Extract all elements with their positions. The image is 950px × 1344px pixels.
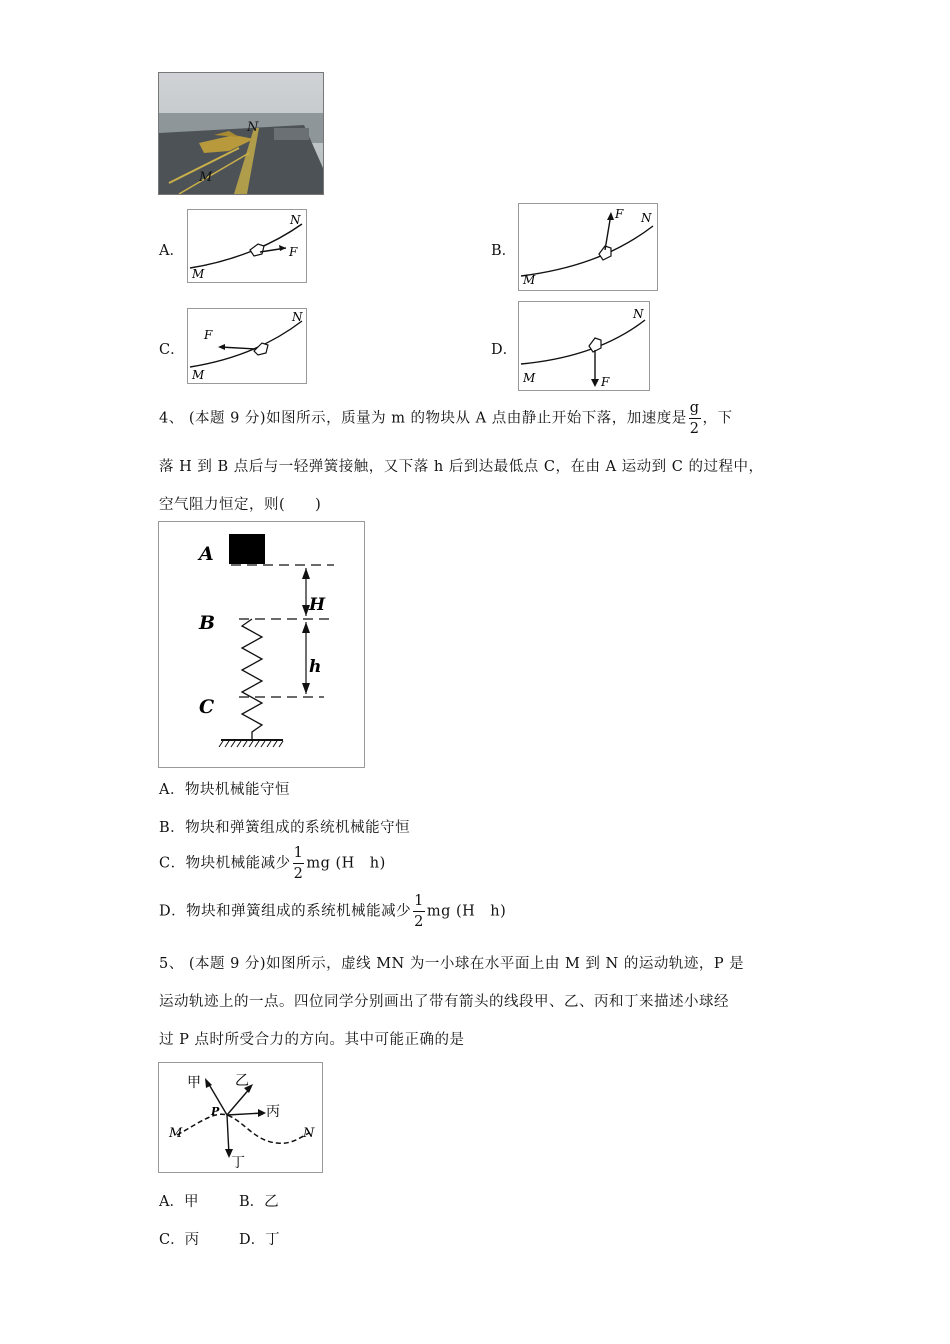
q3c-label-n: N: [292, 310, 303, 324]
q5-option-c[interactable]: C．丙: [159, 1232, 200, 1248]
photo-label-m: M: [199, 170, 213, 185]
q3-option-a-figure: [187, 209, 307, 283]
q3-option-c-letter[interactable]: C．: [159, 342, 185, 358]
q3-option-d-letter[interactable]: D．: [491, 342, 518, 358]
q4-accel-fraction: [689, 401, 701, 436]
q4-option-c-fraction: [293, 846, 305, 881]
fig-label-a: A: [199, 543, 214, 565]
q3d-label-f: F: [601, 375, 610, 389]
q3c-label-f: F: [204, 328, 213, 342]
q4-option-d-frac-den: 2: [414, 913, 424, 930]
aircraft-carrier-photo: [158, 72, 324, 195]
q4-option-d-suffix: mg (H h): [426, 903, 507, 920]
q3b-label-m: M: [523, 273, 536, 287]
q3d-label-m: M: [523, 371, 536, 385]
q3-option-b-figure: [518, 203, 658, 291]
q4-stem-line-1b: ，下: [702, 410, 733, 427]
fig-label-big-h: H: [309, 595, 326, 615]
q3a-label-n: N: [290, 213, 301, 227]
fig-label-small-h: h: [309, 657, 322, 677]
q4-stem-line-2: 落 H 到 B 点后与一轻弹簧接触，又下落 h 后到达最低点 C，在由 A 运动到 C 的过程中，: [159, 459, 764, 475]
traj-label-n: N: [303, 1126, 315, 1141]
q3a-label-m: M: [192, 267, 205, 281]
traj-label-p: P: [211, 1105, 220, 1118]
q4-option-a[interactable]: A．物块机械能守恒: [159, 782, 290, 798]
traj-label-jia: 甲: [187, 1075, 201, 1091]
q4-stem-line-1: [159, 401, 733, 436]
q3-option-a-letter[interactable]: A．: [159, 243, 184, 259]
q4-accel-den: 2: [689, 420, 700, 437]
q5-option-b[interactable]: B．乙: [239, 1194, 279, 1210]
spring-figure: [158, 521, 365, 768]
q4-option-d[interactable]: [159, 894, 506, 929]
q5-option-d[interactable]: D．丁: [239, 1232, 280, 1248]
q3c-label-m: M: [192, 368, 205, 382]
q5-option-a[interactable]: A．甲: [159, 1194, 199, 1210]
q4-option-d-fraction: [413, 894, 425, 929]
q4-option-c[interactable]: [159, 846, 386, 881]
q4-option-d-frac-num: 1: [413, 894, 425, 912]
q3b-label-n: N: [641, 211, 652, 225]
q4-option-c-frac-num: 1: [293, 846, 305, 864]
fig-label-c: C: [199, 696, 215, 718]
q4-stem-line-1a: 4、 (本题 9 分)如图所示，质量为 m 的物块从 A 点由静止开始下落，加速度是: [159, 410, 687, 427]
q5-stem-line-2: 运动轨迹上的一点。四位同学分别画出了带有箭头的线段甲、乙、丙和丁来描述小球经: [159, 994, 729, 1010]
q4-stem-line-3: 空气阻力恒定，则( ): [159, 497, 322, 513]
fig-label-b: B: [199, 612, 216, 634]
q4-option-c-prefix: C．物块机械能减少: [159, 855, 291, 872]
q4-option-d-prefix: D．物块和弹簧组成的系统机械能减少: [159, 903, 412, 920]
q4-accel-num: g: [689, 401, 701, 419]
trajectory-figure: [158, 1062, 323, 1173]
traj-label-bing: 丙: [266, 1104, 280, 1120]
q4-option-c-frac-den: 2: [293, 865, 304, 882]
q3-option-c-figure: [187, 308, 307, 384]
q3-option-d-figure: [518, 301, 650, 391]
q5-stem-line-1: 5、 (本题 9 分)如图所示，虚线 MN 为一小球在水平面上由 M 到 N 的运动轨迹，P 是: [159, 956, 745, 972]
q3d-label-n: N: [633, 307, 644, 321]
q4-option-c-suffix: mg (H h): [306, 855, 386, 872]
traj-label-m: M: [169, 1126, 183, 1141]
q3b-label-f: F: [615, 207, 624, 221]
traj-label-yi: 乙: [235, 1073, 249, 1089]
q4-option-b[interactable]: B．物块和弹簧组成的系统机械能守恒: [159, 820, 411, 836]
q5-stem-line-3: 过 P 点时所受合力的方向。其中可能正确的是: [159, 1032, 465, 1048]
traj-label-ding: 丁: [231, 1155, 245, 1171]
photo-label-n: N: [247, 120, 259, 135]
q3a-label-f: F: [289, 245, 298, 259]
q3-option-b-letter[interactable]: B．: [491, 243, 517, 259]
